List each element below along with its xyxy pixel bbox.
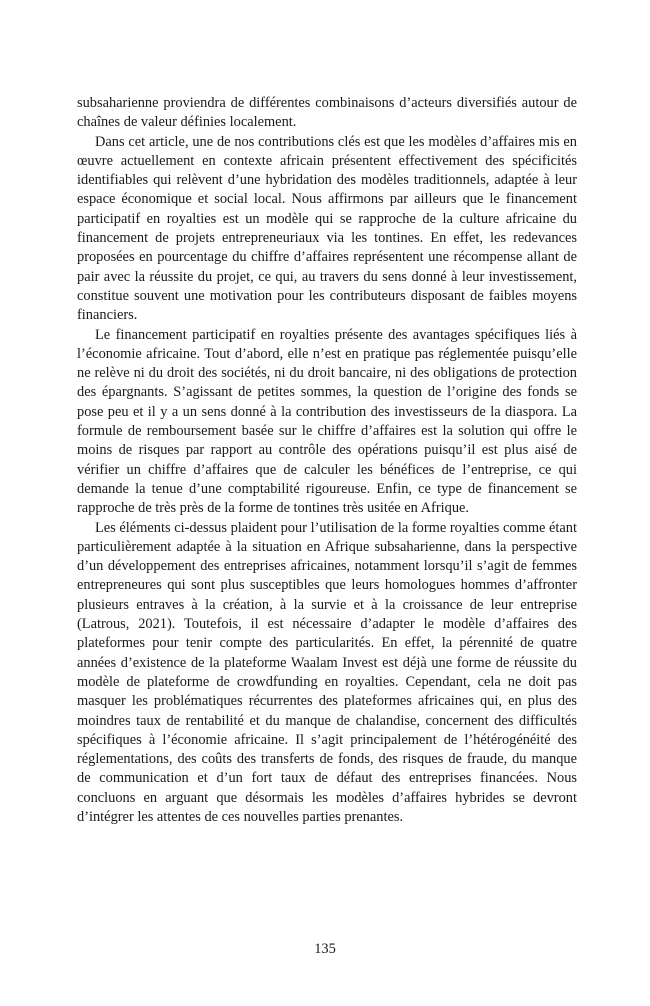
page-number: 135 [314,941,336,957]
paragraph-conclusion: Les éléments ci-dessus plaident pour l’utilisation de la forme royalties comme étant particulièrement adaptée à la situation en Afrique subsaharienne, dans la perspective d’un développement des entreprises africaines, notamment lorsqu’il s’agit de femmes entrepreneures qui sont plus susceptibles que leurs homologues hommes d’affronter plusieurs entraves à la création, à la survie et à la croissance de leur entreprise (Latrous, 2021). Toutefois, il est nécessaire d’adapter le modèle d’affaires des plateformes pour tenir compte des particularités. En effet, la pérennité de quatre années d’existence de la plateforme Waalam Invest est déjà une forme de réussite du modèle de plateforme de crowdfunding en royalties. Cependant, cela ne doit pas masquer les problématiques récurrentes des plateformes africaines qui, en plus des moindres taux de rentabilité et du manque de chalandise, concernent des difficultés spécifiques à l’économie africaine. Il s’agit principalement de l’hétérogénéité des réglementations, des coûts des transferts de fonds, des risques de fraude, du manque de communication et d’un fort taux de défaut des entreprises financées. Nous concluons en arguant que désormais les modèles d’affaires hybrides se devront d’intégrer les attentes de ces nouvelles parties prenantes. [77,519,577,825]
paragraph-continuation: subsaharienne proviendra de différentes combinaisons d’acteurs diversifiés autour de chaînes de valeur définies localement. [77,95,577,131]
page-body [77,94,577,827]
paragraph-contributions: Dans cet article, une de nos contributions clés est que les modèles d’affaires mis en œuvre actuellement en contexte africain présentent effectivement des spécificités identifiables qui relèvent d’une hybridation des modèles traditionnels, adaptée à leur espace économique et social local. Nous affirmons par ailleurs que le financement participatif en royalties est un modèle qui se rapproche de la culture africaine du financement de projets entrepreneuriaux via les tontines. En effet, les redevances proposées en pourcentage du chiffre d’affaires représentent une récompense allant de pair avec la réussite du projet, ce qui, au travers du sens donné à leur investissement, constitue souvent une motivation pour les contributeurs disposant de faibles moyens financiers. [77,133,577,324]
paragraph-royalties-advantages: Le financement participatif en royalties présente des avantages spécifiques liés à l’économie africaine. Tout d’abord, elle n’est en pratique pas réglementée puisqu’elle ne relève ni du droit des sociétés, ni du droit bancaire, ni des obligations de protection des épargnants. S’agissant de petites sommes, la question de l’origine des fonds se pose peu et il y a un sens donné à la contribution des investisseurs de la diaspora. La formule de remboursement basée sur le chiffre d’affaires est la solution qui offre le moins de risques par rapport au contrôle des opérations puisqu’il est plus aisé de vérifier un chiffre d’affaires que de calculer les bénéfices de l’entreprise, ce qui demande la tenue d’une comptabilité rigoureuse. Enfin, ce type de financement se rapproche de très près de la forme de tontines très usitée en Afrique. [77,326,577,517]
